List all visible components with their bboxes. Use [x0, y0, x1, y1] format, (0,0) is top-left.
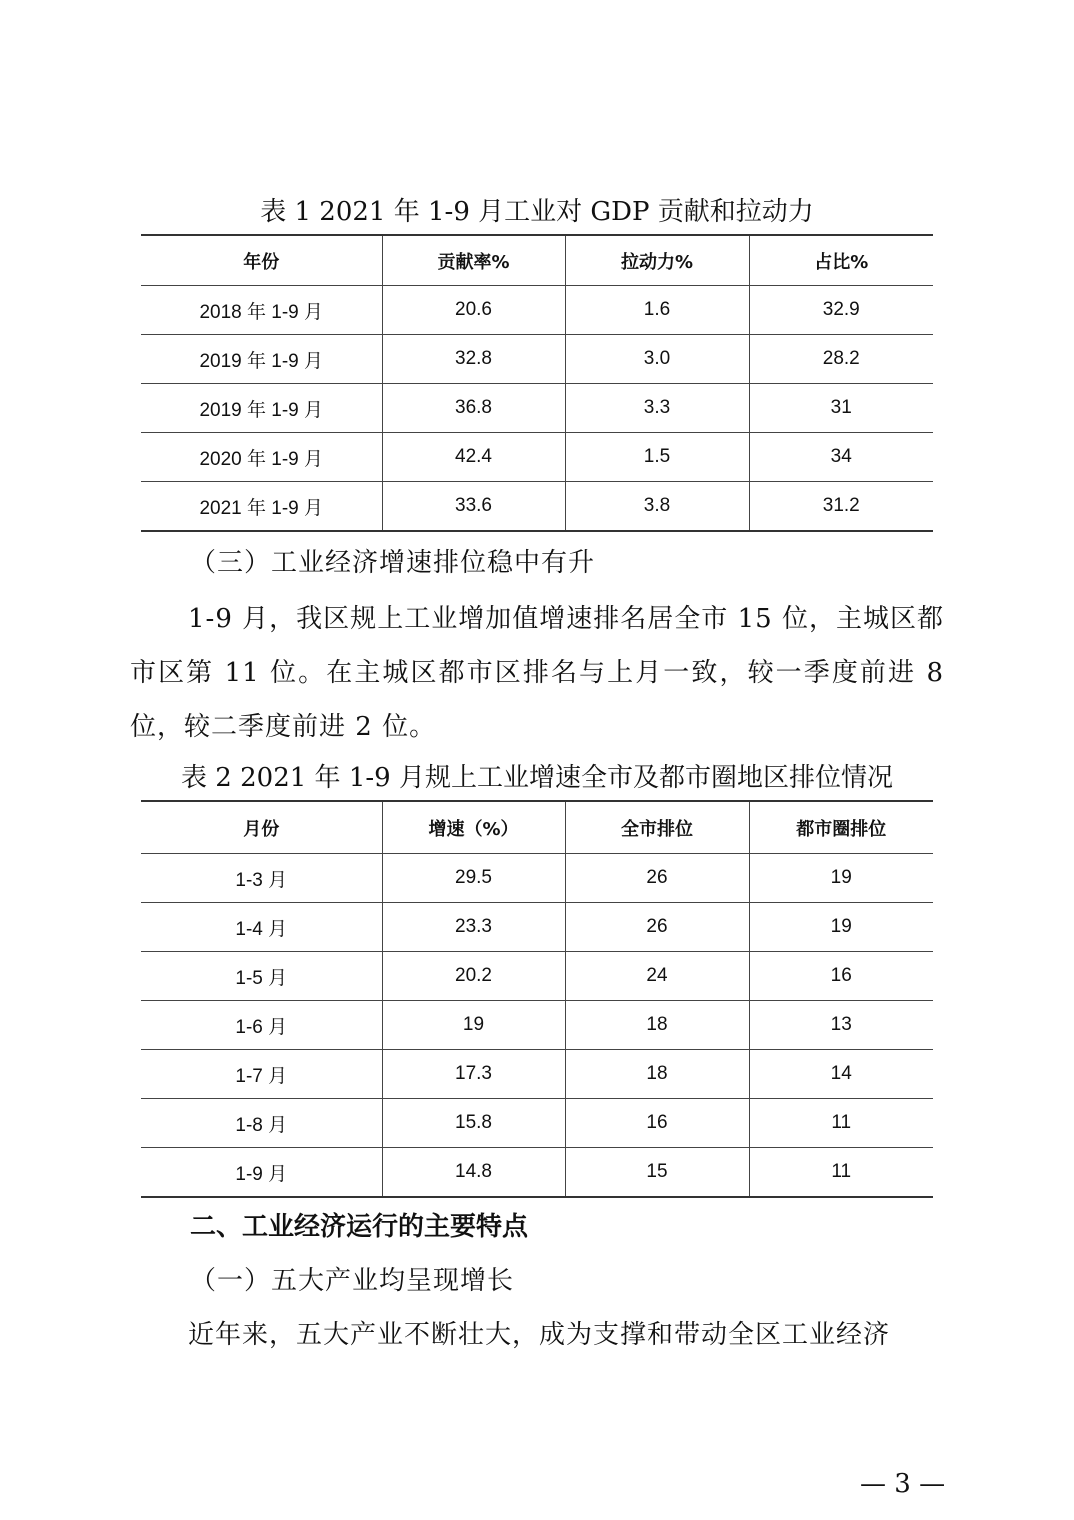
- table-row: [141, 952, 933, 1001]
- table-cell: 2019 年 1-9 月: [141, 384, 382, 433]
- table-cell: 1-6 月: [141, 1001, 382, 1050]
- table-cell: 16: [565, 1099, 749, 1148]
- table-cell: 1-5 月: [141, 952, 382, 1001]
- table-row: [141, 482, 933, 532]
- table-cell: 2018 年 1-9 月: [141, 286, 382, 335]
- table1-header-contribution: 贡献率%: [382, 235, 565, 286]
- table-row: [141, 1148, 933, 1198]
- table-cell: 31: [749, 384, 933, 433]
- table-cell: 33.6: [382, 482, 565, 532]
- table-cell: 2019 年 1-9 月: [141, 335, 382, 384]
- table1-header-pull: 拉动力%: [565, 235, 749, 286]
- table-cell: 1-8 月: [141, 1099, 382, 1148]
- table1-caption: 表 1 2021 年 1-9 月工业对 GDP 贡献和拉动力: [260, 197, 814, 227]
- table-row: [141, 433, 933, 482]
- table-row: [141, 1001, 933, 1050]
- table-cell: 1-3 月: [141, 854, 382, 903]
- table-cell: 13: [749, 1001, 933, 1050]
- table-cell: 20.2: [382, 952, 565, 1001]
- part2-heading: 二、工业经济运行的主要特点: [190, 1212, 529, 1242]
- table-cell: 11: [749, 1099, 933, 1148]
- table-header-row: [141, 801, 933, 854]
- table-cell: 11: [749, 1148, 933, 1198]
- table-row: [141, 854, 933, 903]
- table-cell: 28.2: [749, 335, 933, 384]
- table-cell: 29.5: [382, 854, 565, 903]
- table-cell: 3.0: [565, 335, 749, 384]
- part2-sub1-heading: （一）五大产业均呈现增长: [190, 1266, 515, 1296]
- table-cell: 17.3: [382, 1050, 565, 1099]
- table-cell: 18: [565, 1001, 749, 1050]
- table-row: [141, 1050, 933, 1099]
- part2-sub1-body: 近年来，五大产业不断壮大，成为支撑和带动全区工业经济: [188, 1320, 891, 1350]
- table2-header-growth: 增速（%）: [382, 801, 565, 854]
- table2-header-metro-rank: 都市圈排位: [749, 801, 933, 854]
- table-cell: 16: [749, 952, 933, 1001]
- table-cell: 23.3: [382, 903, 565, 952]
- table2: [141, 800, 933, 1198]
- page-number: — 3 —: [860, 1469, 946, 1499]
- table-cell: 1-7 月: [141, 1050, 382, 1099]
- table-cell: 1-4 月: [141, 903, 382, 952]
- table-row: [141, 335, 933, 384]
- table-cell: 34: [749, 433, 933, 482]
- table-cell: 1.6: [565, 286, 749, 335]
- section3-heading: （三）工业经济增速排位稳中有升: [190, 548, 596, 578]
- table-row: [141, 903, 933, 952]
- table-cell: 14.8: [382, 1148, 565, 1198]
- table2-header-month: 月份: [141, 801, 382, 854]
- table-cell: 19: [382, 1001, 565, 1050]
- table-cell: 15.8: [382, 1099, 565, 1148]
- table1: [141, 234, 933, 532]
- table-cell: 1.5: [565, 433, 749, 482]
- table-cell: 31.2: [749, 482, 933, 532]
- table-cell: 36.8: [382, 384, 565, 433]
- table-cell: 26: [565, 903, 749, 952]
- table-cell: 2021 年 1-9 月: [141, 482, 382, 532]
- table-cell: 2020 年 1-9 月: [141, 433, 382, 482]
- table-cell: 42.4: [382, 433, 565, 482]
- table-row: [141, 384, 933, 433]
- table-cell: 19: [749, 903, 933, 952]
- table2-header-city-rank: 全市排位: [565, 801, 749, 854]
- table1-header-year: 年份: [141, 235, 382, 286]
- table-row: [141, 286, 933, 335]
- table-cell: 15: [565, 1148, 749, 1198]
- table-cell: 1-9 月: [141, 1148, 382, 1198]
- table1-header-share: 占比%: [749, 235, 933, 286]
- table-cell: 26: [565, 854, 749, 903]
- table-cell: 18: [565, 1050, 749, 1099]
- table-cell: 3.3: [565, 384, 749, 433]
- table-cell: 20.6: [382, 286, 565, 335]
- table-row: [141, 1099, 933, 1148]
- table-cell: 3.8: [565, 482, 749, 532]
- section3-body: 1-9 月，我区规上工业增加值增速排名居全市 15 位，主城区都市区第 11 位。在主城区都市区排名与上月一致，较一季度前进 8 位，较二季度前进 2 位。: [130, 604, 944, 742]
- table-cell: 24: [565, 952, 749, 1001]
- table-cell: 32.8: [382, 335, 565, 384]
- table-cell: 19: [749, 854, 933, 903]
- table-header-row: [141, 235, 933, 286]
- table-cell: 14: [749, 1050, 933, 1099]
- table-cell: 32.9: [749, 286, 933, 335]
- table2-caption: 表 2 2021 年 1-9 月规上工业增速全市及都市圈地区排位情况: [181, 763, 893, 793]
